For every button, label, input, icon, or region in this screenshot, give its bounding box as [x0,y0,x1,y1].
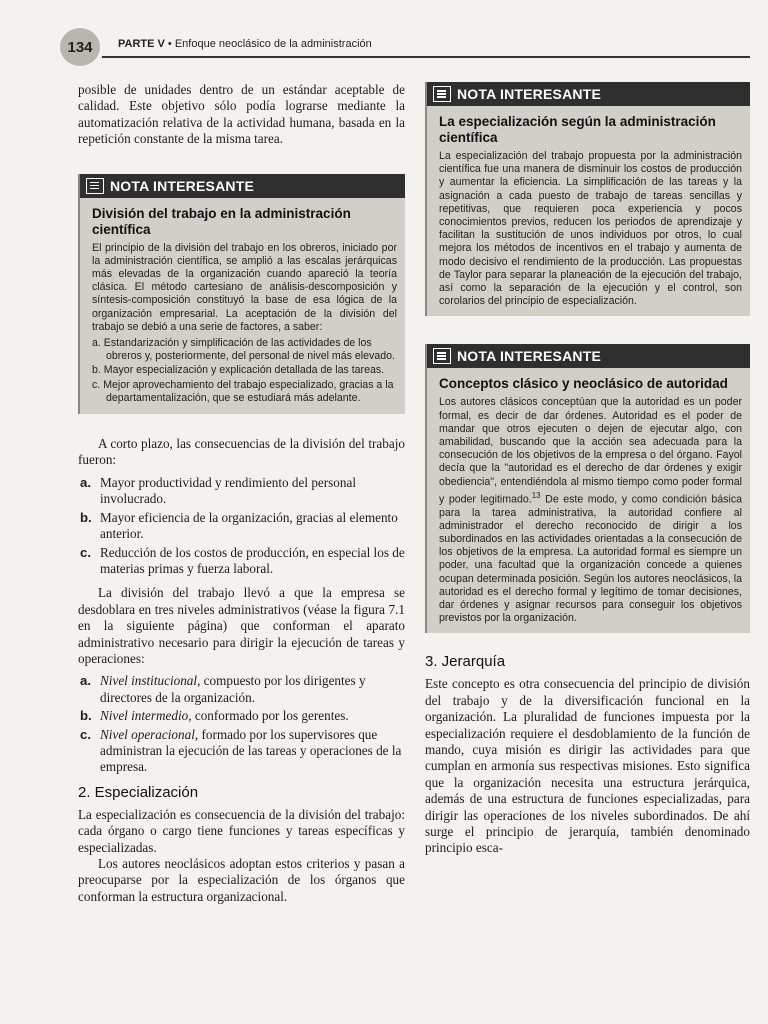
list-marker: b. [80,509,92,525]
running-head [118,38,372,50]
note-list-marker: b. [92,364,101,377]
running-head-part: PARTE V [118,38,165,50]
note-body [80,198,405,414]
level-term: Nivel institucional, [100,673,201,689]
note-text: El principio de la división del trabajo en los obreros, iniciado por la administración científica, se amplió a las escalas jerárquicas más elevadas de la organización cuando apareció la teoría clásica. El método cartesiano de análisis-descomposición y síntesis-composición constituyó la base de esa lógica de la organización empresarial. La aceptación de la división del trabajo se debió a una serie de factores, a saber: [92,241,397,333]
neoclassic-paragraph: Los autores neoclásicos adoptan estos criterios y pasan a preocuparse por la especialización de los órganos que conforman la estructura organizacional. [78,856,405,904]
note-body [427,106,750,316]
note-label: NOTA INTERESANTE [457,86,601,102]
note-list-text: Estandarización y simplificación de las actividades de los obreros y, posteriormente, del personal de nivel más elevado. [103,337,395,363]
list-text: formado por los supervisores que administran la ejecución de las tareas y operaciones de la empresa. [100,726,402,775]
level-term: Nivel operacional, [100,726,199,742]
interesting-note-box-specialization [425,82,750,316]
note-title: La especialización según la administración científica [439,114,716,145]
hierarchy-paragraph: Este concepto es otra consecuencia del principio de división del trabajo y de la diversificación funcional en la organización. La pluralidad de funciones impuesta por la especialización requiere el desdoblamiento de la función de mando, cuya misión es dirigir las actividades para que cumplan en armonía sus respectivas misiones. Esto significa que la organización necesita una estructura jerárquica, además de una estructura de funciones especializadas, para dirigir las operaciones de los niveles subordinados. De ahí surge el principio de jerarquía, también denominado principio esca- [425,676,750,856]
note-title: Conceptos clásico y neoclásico de autoridad [439,376,728,392]
note-list-marker: a. [92,337,101,350]
note-list-text: Mayor especialización y explicación detallada de las tareas. [103,364,385,377]
note-label: NOTA INTERESANTE [457,348,601,365]
left-column [78,82,405,905]
note-header [427,82,750,106]
header-rule [102,56,750,58]
section-heading-hierarchy: 3. Jerarquía [425,653,506,671]
list-text: compuesto por los dirigentes y directores de la organización. [100,673,366,705]
running-head-separator: • [167,38,172,50]
list-marker: a. [80,673,91,689]
list-marker: a. [80,474,91,490]
consequences-paragraph: A corto plazo, las consecuencias de la división del trabajo fueron: [78,436,405,468]
consequences-list [78,475,405,577]
note-list-text: Mejor aprovechamiento del trabajo especializado, gracias a la departamentalización, que se estudiará más adelante. [103,378,394,404]
note-header [427,344,750,368]
list-item [78,545,405,578]
list-item [78,727,405,776]
intro-paragraph: posible de unidades dentro de un estándar aceptable de calidad. Este objetivo sólo podía lograrse mediante la automatización relativa de la actividad humana, basada en la repetición constante de la misma tarea. [78,82,405,147]
note-list-item [92,364,397,377]
list-marker: c. [80,544,91,560]
page-number: 134 [60,28,100,66]
note-icon [433,86,451,102]
specialization-paragraph: La especialización es consecuencia de la división del trabajo: cada órgano o cargo tiene funciones y tareas específicas y especializadas. [78,806,405,855]
interesting-note-box-division [78,174,405,414]
levels-paragraph: La división del trabajo llevó a que la empresa se desdoblara en tres niveles administrativos (véase la figura 7.1 en la siguiente página) que conforman el aparato administrativo necesario para dirigir la ejecución de tareas y operaciones: [78,585,405,666]
running-head-section: Enfoque neoclásico de la administración [174,38,372,50]
note-list-marker: c. [92,378,101,391]
note-list-item [92,337,397,363]
footnote-reference: 13 [531,490,541,500]
note-text-part: Los autores clásicos conceptúan que la autoridad es un poder formal, es decir de dar órdenes. Autoridad es el poder de mandar que otros ejecuten o dejen de ejecutar algo, con amabilidad, buscando que la acción sea adecuada para la consecución de los objetivos de la empresa o del órgano. Fayol decía que la "autoridad es el derecho de dar órdenes y exigir obediencia", entendiéndola al mismo tiempo como poder formal y poder legitimado. [439,396,742,506]
list-item [78,708,405,724]
note-list-item [92,379,397,405]
list-text: Mayor productividad y rendimiento del personal involucrado. [100,474,356,507]
note-list [92,337,397,405]
note-text-part: De este modo, y como condición básica para la tarea administrativa, la autoridad confiere al administrador el derecho reconocido de dirigir a los subordinados en las actividades orientadas a la consecución de los objetivos de la empresa. La autoridad formal es siempre un poder, una facultad que la organización concede a quienes ocupan determinada posición. Según los autores neoclásicos, la autoridad es el derecho formal y legítimo de tomar decisiones, dar órdenes y asignar recursos para conseguir los objetivos previstos por la organización. [439,493,743,625]
note-icon [86,178,104,194]
level-term: Nivel intermedio, [100,708,192,724]
list-marker: c. [80,726,91,742]
right-column [425,82,750,857]
list-text: Mayor eficiencia de la organización, gracias al elemento anterior. [100,509,398,542]
list-item [78,510,405,543]
note-header [80,174,405,198]
list-item [78,673,405,706]
note-body [427,368,750,633]
interesting-note-box-authority [425,344,750,633]
note-text: La especialización del trabajo propuesta por la administración científica fue una manera de disminuir los costos de producción y aumentar la eficiencia. La simplificación de las tareas y la asignación a cada puesto de trabajo de tareas sencillas y repetitivas, que requieren poca experiencia y pocos conocimientos previos, reducen los periodos de aprendizaje y facilitan la sustitución de unos individuos por otros, lo cual mejora los métodos de incentivos en el trabajo y aumenta de modo decisivo el rendimiento de la producción. Las propuestas de Taylor para separar la planeación de la ejecución del trabajo, así como la separación de la ejecución y el control, son corolarios del principio de especialización. [439,150,742,308]
list-text: Reducción de los costos de producción, en especial los de materias primas y fuerza laboral. [100,544,405,576]
note-title: División del trabajo en la administración científica [92,205,351,237]
list-item [78,475,405,508]
list-marker: b. [80,708,92,724]
list-text: conformado por los gerentes. [191,708,349,724]
note-icon [433,348,451,364]
note-label: NOTA INTERESANTE [110,177,254,194]
note-text [439,396,742,625]
section-heading-specialization: 2. Especialización [78,783,199,801]
levels-list [78,673,405,775]
